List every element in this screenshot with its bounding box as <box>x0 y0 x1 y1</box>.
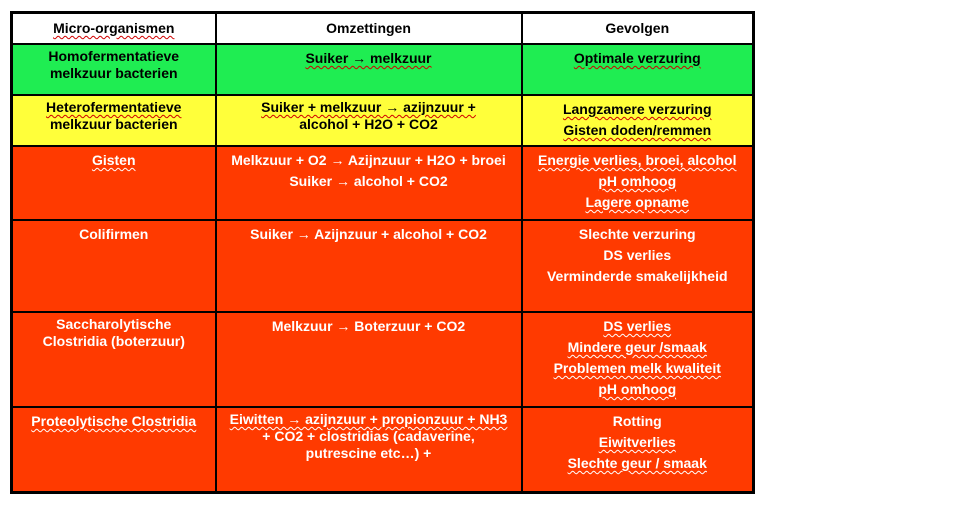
conversion-line: Eiwitten → azijnzuur + propionzuur + NH3 <box>229 411 508 427</box>
effect-line: Verminderde smakelijkheid <box>546 268 728 284</box>
effect-line: Optimale verzuring <box>573 50 701 66</box>
table-row <box>12 95 754 146</box>
header-label: Omzettingen <box>326 20 411 36</box>
organism-line: Homofermentatieve <box>48 48 180 64</box>
organism-line: Heterofermentatieve <box>46 99 182 115</box>
table-row <box>12 220 754 312</box>
organism-line: Clostridia (boterzuur) <box>42 333 185 349</box>
table-row <box>12 44 754 95</box>
organism-line: Saccharolytische <box>56 316 172 332</box>
organism-line: Gisten <box>91 152 136 168</box>
effect-line: pH omhoog <box>598 381 677 397</box>
header-micro-organismen <box>12 13 216 45</box>
conversion-line: Melkzuur + O2 → Azijnzuur + H2O + broei <box>231 152 506 168</box>
effect-line: DS verlies <box>603 318 672 334</box>
organism-line: melkzuur bacterien <box>49 65 178 81</box>
organism-cell <box>12 44 216 95</box>
conversion-line: Suiker → Azijnzuur + alcohol + CO2 <box>250 226 487 242</box>
effect-line: Eiwitverlies <box>598 434 676 450</box>
conversion-cell <box>216 44 522 95</box>
organism-line: Proteolytische Clostridia <box>31 413 197 429</box>
conversion-line: putrescine etc…) + <box>305 445 432 461</box>
effects-cell <box>522 146 754 220</box>
header-row <box>12 13 754 45</box>
conversion-line: Suiker → alcohol + CO2 <box>289 173 448 189</box>
effect-line: Gisten doden/remmen <box>563 122 712 138</box>
header-label: Micro-organismen <box>53 20 175 36</box>
conversion-cell <box>216 146 522 220</box>
effect-line: Langzamere verzuring <box>562 101 712 117</box>
effect-line: pH omhoog <box>598 173 677 189</box>
organism-cell <box>12 407 216 493</box>
table-row <box>12 146 754 220</box>
header-label: Gevolgen <box>605 20 670 36</box>
organism-cell <box>12 312 216 407</box>
conversion-line: alcohol + H2O + CO2 <box>299 116 438 132</box>
conversion-cell <box>216 95 522 146</box>
effect-line: DS verlies <box>603 247 672 263</box>
effect-line: Problemen melk kwaliteit <box>553 360 721 376</box>
conversion-cell <box>216 407 522 493</box>
organism-cell <box>12 95 216 146</box>
header-gevolgen <box>522 13 754 45</box>
effects-cell <box>522 312 754 407</box>
effect-line: Energie verlies, broei, alcohol <box>538 152 737 168</box>
effect-line: Rotting <box>612 413 662 429</box>
header-omzettingen <box>216 13 522 45</box>
organism-cell <box>12 220 216 312</box>
conversion-cell <box>216 312 522 407</box>
organism-line: Colifirmen <box>79 226 149 242</box>
conversion-line: Melkzuur → Boterzuur + CO2 <box>271 318 466 334</box>
conversion-line: Suiker + melkzuur → azijnzuur + <box>261 99 476 115</box>
conversion-cell <box>216 220 522 312</box>
conversion-line: Suiker → melkzuur <box>305 50 432 66</box>
effects-cell <box>522 95 754 146</box>
conversion-line: + CO2 + clostridias (cadaverine, <box>262 428 475 444</box>
effects-cell <box>522 407 754 493</box>
effect-line: Mindere geur /smaak <box>567 339 707 355</box>
effect-line: Lagere opname <box>585 194 689 210</box>
effects-cell <box>522 220 754 312</box>
effect-line: Slechte verzuring <box>578 226 696 242</box>
fermentation-table <box>10 11 755 494</box>
organism-line: melkzuur bacterien <box>49 116 178 132</box>
effect-line: Slechte geur / smaak <box>567 455 707 471</box>
table-row <box>12 312 754 407</box>
effects-cell <box>522 44 754 95</box>
organism-cell <box>12 146 216 220</box>
table-row <box>12 407 754 493</box>
